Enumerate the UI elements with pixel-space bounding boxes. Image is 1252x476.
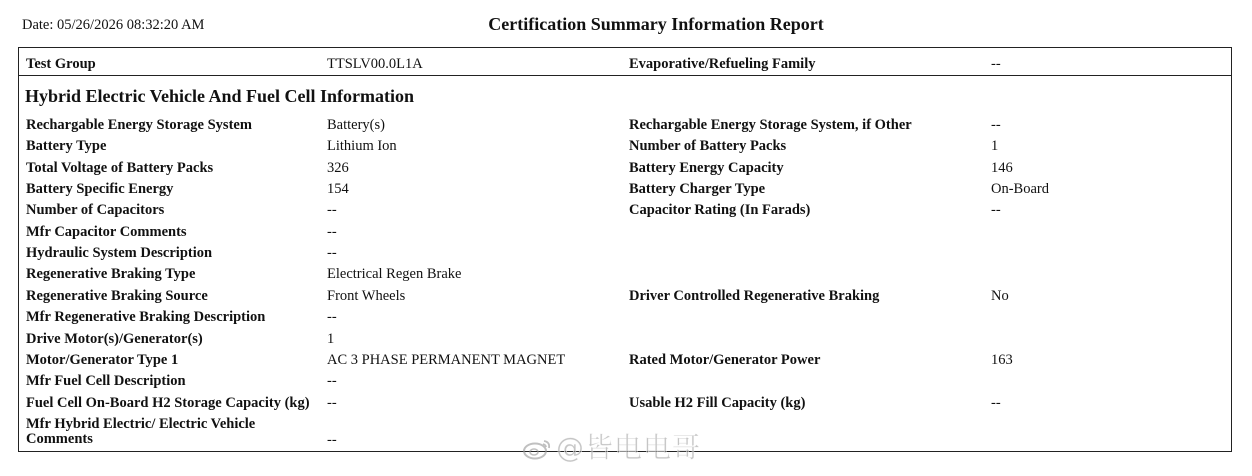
test-group-label: Test Group xyxy=(26,56,96,72)
field-label: Regenerative Braking Source xyxy=(26,288,208,304)
field-value: On-Board xyxy=(991,181,1049,197)
field-value: -- xyxy=(327,202,337,218)
field-label: Battery Energy Capacity xyxy=(629,160,784,176)
field-label: Battery Charger Type xyxy=(629,181,766,197)
field-value: -- xyxy=(327,245,337,261)
field-value: AC 3 PHASE PERMANENT MAGNET xyxy=(327,352,566,368)
evap-family-value: -- xyxy=(991,56,1001,72)
field-value: Electrical Regen Brake xyxy=(327,266,462,282)
field-value: 163 xyxy=(991,352,1013,368)
field-label: Total Voltage of Battery Packs xyxy=(26,160,214,176)
field-value: 1 xyxy=(991,138,999,154)
report-title: Certification Summary Information Report xyxy=(488,14,824,34)
field-label: Motor/Generator Type 1 xyxy=(26,352,179,368)
test-group-box xyxy=(18,47,1232,76)
field-label: Usable H2 Fill Capacity (kg) xyxy=(629,395,806,411)
field-label: Fuel Cell On-Board H2 Storage Capacity (kg) xyxy=(26,395,310,411)
field-label: Hydraulic System Description xyxy=(26,245,213,261)
field-value: 1 xyxy=(327,331,335,347)
field-value: Lithium Ion xyxy=(327,138,397,154)
field-label: Rechargable Energy Storage System, if Other xyxy=(629,117,912,133)
field-label: Number of Battery Packs xyxy=(629,138,787,154)
field-label: Driver Controlled Regenerative Braking xyxy=(629,288,880,304)
field-value: Front Wheels xyxy=(327,288,406,304)
field-label: Comments xyxy=(26,431,93,447)
field-value: Battery(s) xyxy=(327,117,385,133)
field-label: Mfr Fuel Cell Description xyxy=(26,373,186,389)
field-value: -- xyxy=(327,373,337,389)
weibo-logo-icon xyxy=(522,438,552,460)
field-value: -- xyxy=(327,224,337,240)
field-value: 146 xyxy=(991,160,1013,176)
field-label: Regenerative Braking Type xyxy=(26,266,196,282)
field-label: Rated Motor/Generator Power xyxy=(629,352,821,368)
field-label: Mfr Regenerative Braking Description xyxy=(26,309,266,325)
watermark xyxy=(522,426,701,466)
report-date: Date: 05/26/2026 08:32:20 AM xyxy=(22,17,205,33)
field-value: -- xyxy=(327,309,337,325)
watermark-text: @皆电电哥 xyxy=(556,431,702,464)
field-label: Battery Specific Energy xyxy=(26,181,174,197)
section-title: Hybrid Electric Vehicle And Fuel Cell Information xyxy=(25,86,414,106)
field-value: 154 xyxy=(327,181,349,197)
field-value: 326 xyxy=(327,160,349,176)
evap-family-label: Evaporative/Refueling Family xyxy=(629,56,816,72)
field-value: -- xyxy=(991,202,1001,218)
field-label: Drive Motor(s)/Generator(s) xyxy=(26,331,203,347)
field-value: -- xyxy=(991,117,1001,133)
hybrid-info-box xyxy=(18,75,1232,452)
field-value: -- xyxy=(991,395,1001,411)
test-group-value: TTSLV00.0L1A xyxy=(327,56,423,72)
field-value: -- xyxy=(327,432,337,448)
field-label: Mfr Capacitor Comments xyxy=(26,224,187,240)
field-label: Mfr Hybrid Electric/ Electric Vehicle xyxy=(26,416,256,432)
field-label: Number of Capacitors xyxy=(26,202,165,218)
field-value: -- xyxy=(327,395,337,411)
field-value: No xyxy=(991,288,1009,304)
field-label: Battery Type xyxy=(26,138,107,154)
field-label: Capacitor Rating (In Farads) xyxy=(629,202,811,218)
field-label: Rechargable Energy Storage System xyxy=(26,117,252,133)
